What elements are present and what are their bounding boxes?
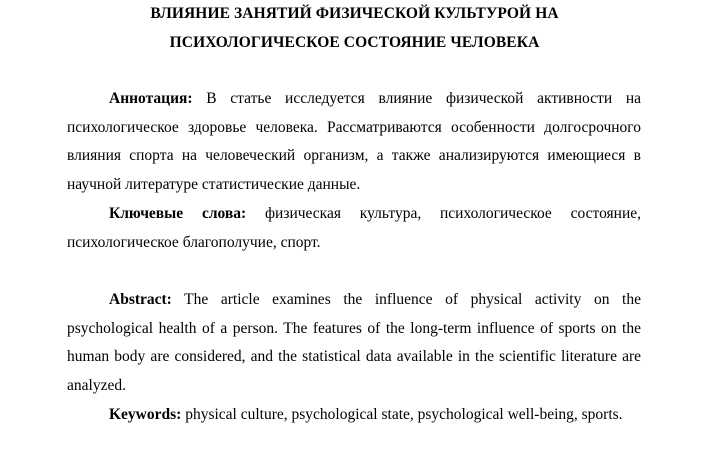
article-title-line-1: ВЛИЯНИЕ ЗАНЯТИЙ ФИЗИЧЕСКОЙ КУЛЬТУРОЙ НА <box>150 5 559 22</box>
keywords-en-paragraph <box>67 401 641 430</box>
abstract-text: The article examines the influence of physical activity on the psychological health of a person. The features of the long-term influence of sports on the human body are considered, and the statistical data available in the scientific literature are analyzed. <box>67 291 641 394</box>
abstract-label: Abstract: <box>109 291 172 308</box>
annotation-label: Аннотация: <box>109 90 193 107</box>
keywords-ru-text: физическая культура, психологическое состояние, психологическое благополучие, спорт. <box>67 205 641 251</box>
abstract-paragraph <box>67 286 641 400</box>
annotation-text: В статье исследуется влияние физической активности на психологическое здоровье человека. Рассматриваются особенности долгосрочного влияния спорта на человеческий организм, а также анализируются имеющиеся в научной литературе статистические данные. <box>67 90 641 193</box>
keywords-ru-label: Ключевые слова: <box>109 205 247 222</box>
article-title-line-2: ПСИХОЛОГИЧЕСКОЕ СОСТОЯНИЕ ЧЕЛОВЕКА <box>169 34 540 51</box>
annotation-paragraph <box>67 85 641 199</box>
keywords-ru-paragraph <box>67 200 641 257</box>
keywords-en-text: physical culture, psychological state, psychological well-being, sports. <box>185 406 623 423</box>
keywords-en-label: Keywords: <box>109 406 182 423</box>
